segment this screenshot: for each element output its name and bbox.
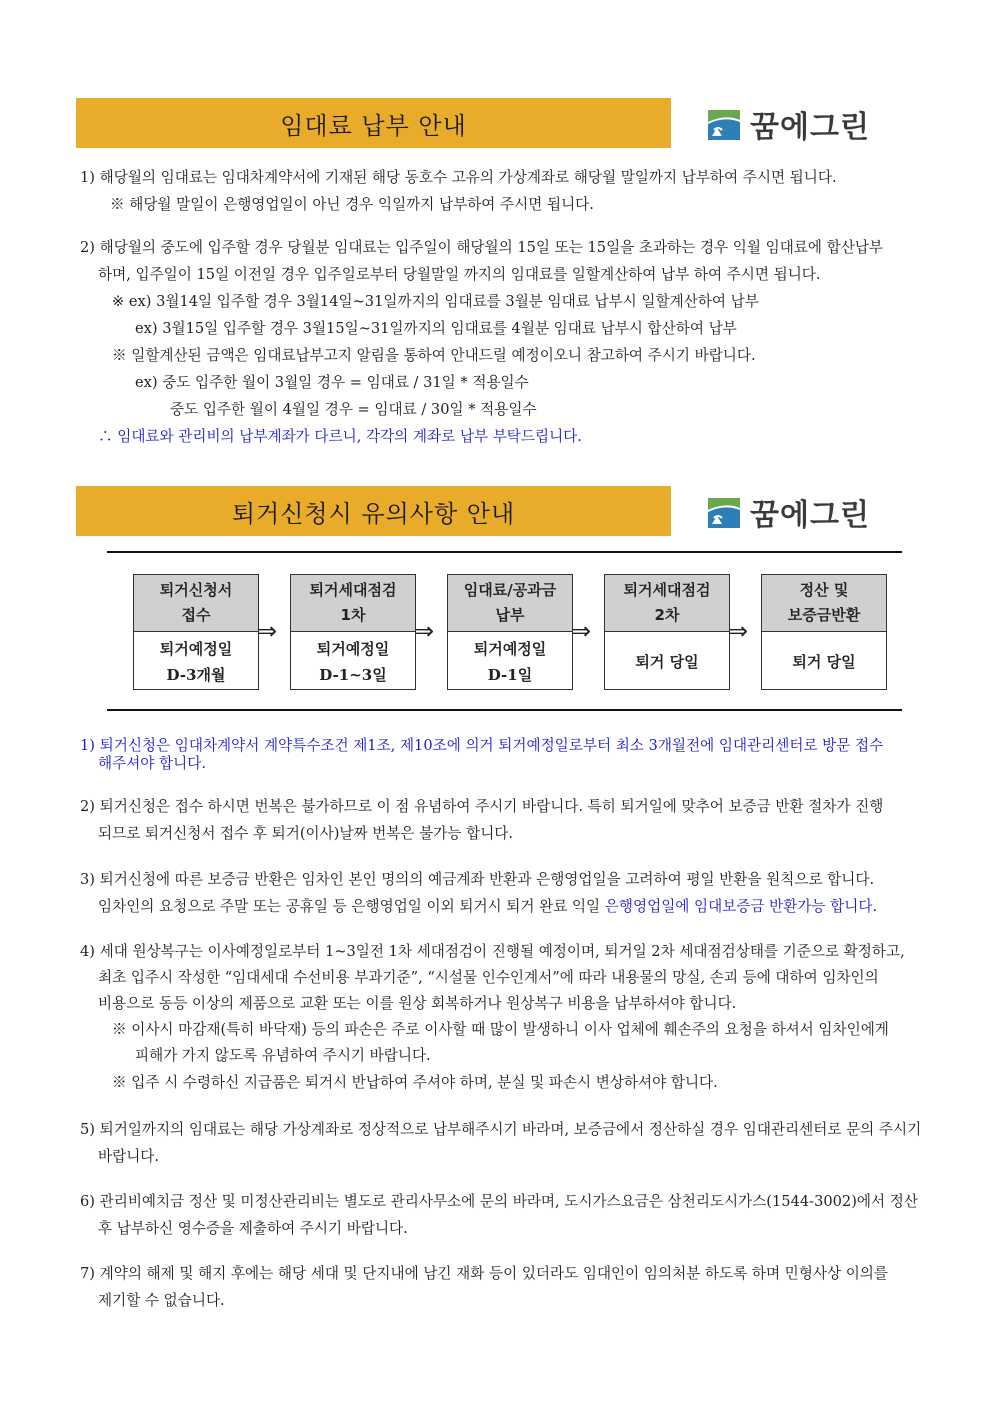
flow-arrow-icon: ⇒ <box>414 617 435 645</box>
moveout-item-7: 7) 계약의 해제 및 해지 후에는 해당 세대 및 단지내에 남긴 재화 등이 있더라도 임대인이 임의처분 하도록 하며 민형사상 이의를 <box>80 1265 889 1282</box>
rent-item-2-cont: 하며, 입주일이 15일 이전일 경우 입주일로부터 당월말일 까지의 임대료를 일할계산하여 납부 하여 주시면 됩니다. <box>98 266 821 283</box>
flow-step-3-timing-2: D-1일 <box>487 665 533 684</box>
moveout-item-2-cont: 되므로 퇴거신청서 접수 후 퇴거(이사)날짜 번복은 불가능 합니다. <box>98 825 514 842</box>
moveout-item-4: 4) 세대 원상복구는 이사예정일로부터 1~3일전 1차 세대점검이 진행될 예정이며, 퇴거일 2차 세대점검상태를 기준으로 확정하고, <box>80 943 905 960</box>
flow-step-3 <box>447 574 573 690</box>
flow-step-2 <box>290 574 416 690</box>
flow-step-4 <box>604 574 730 690</box>
rent-example-1: ※ ex) 3월14일 입주할 경우 3월14일~31일까지의 임대료를 3월분 임대료 납부시 일할계산하여 납부 <box>112 293 759 310</box>
moveout-item-6: 6) 관리비예치금 정산 및 미정산관리비는 별도로 관리사무소에 문의 바라며, 도시가스요금은 삼천리도시가스(1544-3002)에서 정산 <box>80 1193 918 1210</box>
rent-example-2: ex) 3월15일 입주할 경우 3월15일~31일까지의 임대료를 4월분 임대료 납부시 합산하여 납부 <box>135 320 737 337</box>
flow-step-2-title: 퇴거세대점검 <box>309 581 397 599</box>
flow-top-divider <box>107 551 902 553</box>
moveout-item-4-cont-1: 최초 입주시 작성한 “임대세대 수선비용 부과기준”, “시설물 인수인계서”에 따라 내용물의 망실, 손괴 등에 대하여 임차인의 <box>98 969 879 986</box>
flow-step-4-timing: 퇴거 당일 <box>635 652 699 671</box>
moveout-item-4-note-1: ※ 이사시 마감재(특히 바닥재) 등의 파손은 주로 이사할 때 많이 발생하니 이사 업체에 훼손주의 요청을 하셔서 임차인에게 <box>112 1021 889 1038</box>
logo-text: 꿈에그린 <box>750 110 870 145</box>
moveout-item-3-highlight: 은행영업일에 임대보증금 반환가능 합니다. <box>604 898 878 915</box>
moveout-banner <box>76 486 671 536</box>
moveout-item-5: 5) 퇴거일까지의 임대료는 해당 가상계좌로 정상적으로 납부해주시기 바라며, 보증금에서 정산하실 경우 임대관리센터로 문의 주시기 <box>80 1121 922 1138</box>
rent-payment-title: 임대료 납부 안내 <box>280 111 467 140</box>
flow-step-5 <box>761 574 887 690</box>
flow-arrow-icon: ⇒ <box>571 617 592 645</box>
flow-arrow-icon: ⇒ <box>257 617 278 645</box>
flow-step-4-title-2: 2차 <box>654 606 680 624</box>
moveout-item-4-note-2: ※ 입주 시 수령하신 지급품은 퇴거시 반납하여 주셔야 하며, 분실 및 파손시 변상하셔야 합니다. <box>112 1074 718 1091</box>
rent-item-1-note: ※ 해당월 말일이 은행영업일이 아닌 경우 익일까지 납부하여 주시면 됩니다. <box>110 196 594 213</box>
flow-step-5-timing: 퇴거 당일 <box>792 652 856 671</box>
rent-account-notice: ∴ 임대료와 관리비의 납부계좌가 다르니, 각각의 계좌로 납부 부탁드립니다. <box>98 428 582 445</box>
flow-step-2-timing-2: D-1~3일 <box>319 665 387 684</box>
flow-step-1 <box>133 574 259 690</box>
flow-step-2-title-2: 1차 <box>340 606 366 624</box>
flow-step-5-title: 정산 및 <box>799 581 849 599</box>
flow-arrow-icon: ⇒ <box>728 617 749 645</box>
flow-step-1-timing: 퇴거예정일 <box>159 639 233 658</box>
flow-step-1-title: 퇴거신청서 <box>159 581 233 599</box>
logo-emblem-icon <box>706 106 742 142</box>
logo-emblem-icon <box>706 494 742 530</box>
logo-text: 꿈에그린 <box>750 498 870 533</box>
moveout-item-1: 1) 퇴거신청은 임대차계약서 계약특수조건 제1조, 제10조에 의거 퇴거예정일로부터 최소 3개월전에 임대관리센터로 방문 접수 <box>80 737 884 754</box>
moveout-item-6-cont: 후 납부하신 영수증을 제출하여 주시기 바랍니다. <box>98 1220 408 1237</box>
moveout-item-3-cont <box>98 897 877 917</box>
moveout-item-3-cont-text: 임차인의 요청으로 주말 또는 공휴일 등 은행영업일 이외 퇴거시 퇴거 완료 익일 <box>98 898 605 915</box>
flow-step-3-timing: 퇴거예정일 <box>473 639 547 658</box>
moveout-item-4-note-1-cont: 피해가 가지 않도록 유념하여 주시기 바랍니다. <box>135 1047 431 1064</box>
flow-step-3-title: 임대료/공과금 <box>463 581 557 599</box>
rent-item-1: 1) 해당월의 임대료는 임대차계약서에 기재된 해당 동호수 고유의 가상계좌로 해당월 말일까지 납부하여 주시면 됩니다. <box>80 169 837 186</box>
moveout-item-1-cont: 해주셔야 합니다. <box>98 755 206 772</box>
flow-step-2-timing: 퇴거예정일 <box>316 639 390 658</box>
flow-step-4-title: 퇴거세대점검 <box>623 581 711 599</box>
flow-step-3-title-2: 납부 <box>495 606 525 624</box>
rent-item-2: 2) 해당월의 중도에 입주할 경우 당월분 임대료는 입주일이 해당월의 15일 또는 15일을 초과하는 경우 익월 임대료에 합산납부 <box>80 239 884 256</box>
flow-bottom-divider <box>107 709 902 711</box>
moveout-item-4-cont-2: 비용으로 동등 이상의 제품으로 교환 또는 이를 원상 회복하거나 원상복구 비용을 납부하셔야 합니다. <box>98 995 737 1012</box>
brand-logo <box>706 102 870 146</box>
rent-prorate-note: ※ 일할계산된 금액은 임대료납부고지 알림을 통하여 안내드릴 예정이오니 참고하여 주시기 바랍니다. <box>112 347 756 364</box>
moveout-item-2: 2) 퇴거신청은 접수 하시면 번복은 불가하므로 이 점 유념하여 주시기 바랍니다. 특히 퇴거일에 맞추어 보증금 반환 절차가 진행 <box>80 798 884 815</box>
moveout-item-3: 3) 퇴거신청에 따른 보증금 반환은 임차인 본인 명의의 예금계좌 반환과 은행영업일을 고려하여 평일 반환을 원칙으로 합니다. <box>80 871 875 888</box>
flow-step-5-title-2: 보증금반환 <box>787 606 861 624</box>
brand-logo-2 <box>706 490 870 534</box>
moveout-item-7-cont: 제기할 수 없습니다. <box>98 1292 225 1309</box>
flow-step-1-title-2: 접수 <box>181 606 211 624</box>
rent-formula-1: ex) 중도 입주한 월이 3월일 경우 = 임대료 / 31일 * 적용일수 <box>135 374 529 391</box>
flow-step-1-timing-2: D-3개월 <box>166 665 226 684</box>
moveout-title: 퇴거신청시 유의사항 안내 <box>231 499 516 528</box>
moveout-item-5-cont: 바랍니다. <box>98 1148 160 1165</box>
rent-formula-2: 중도 입주한 월이 4월일 경우 = 임대료 / 30일 * 적용일수 <box>170 401 537 418</box>
rent-payment-banner <box>76 98 671 148</box>
